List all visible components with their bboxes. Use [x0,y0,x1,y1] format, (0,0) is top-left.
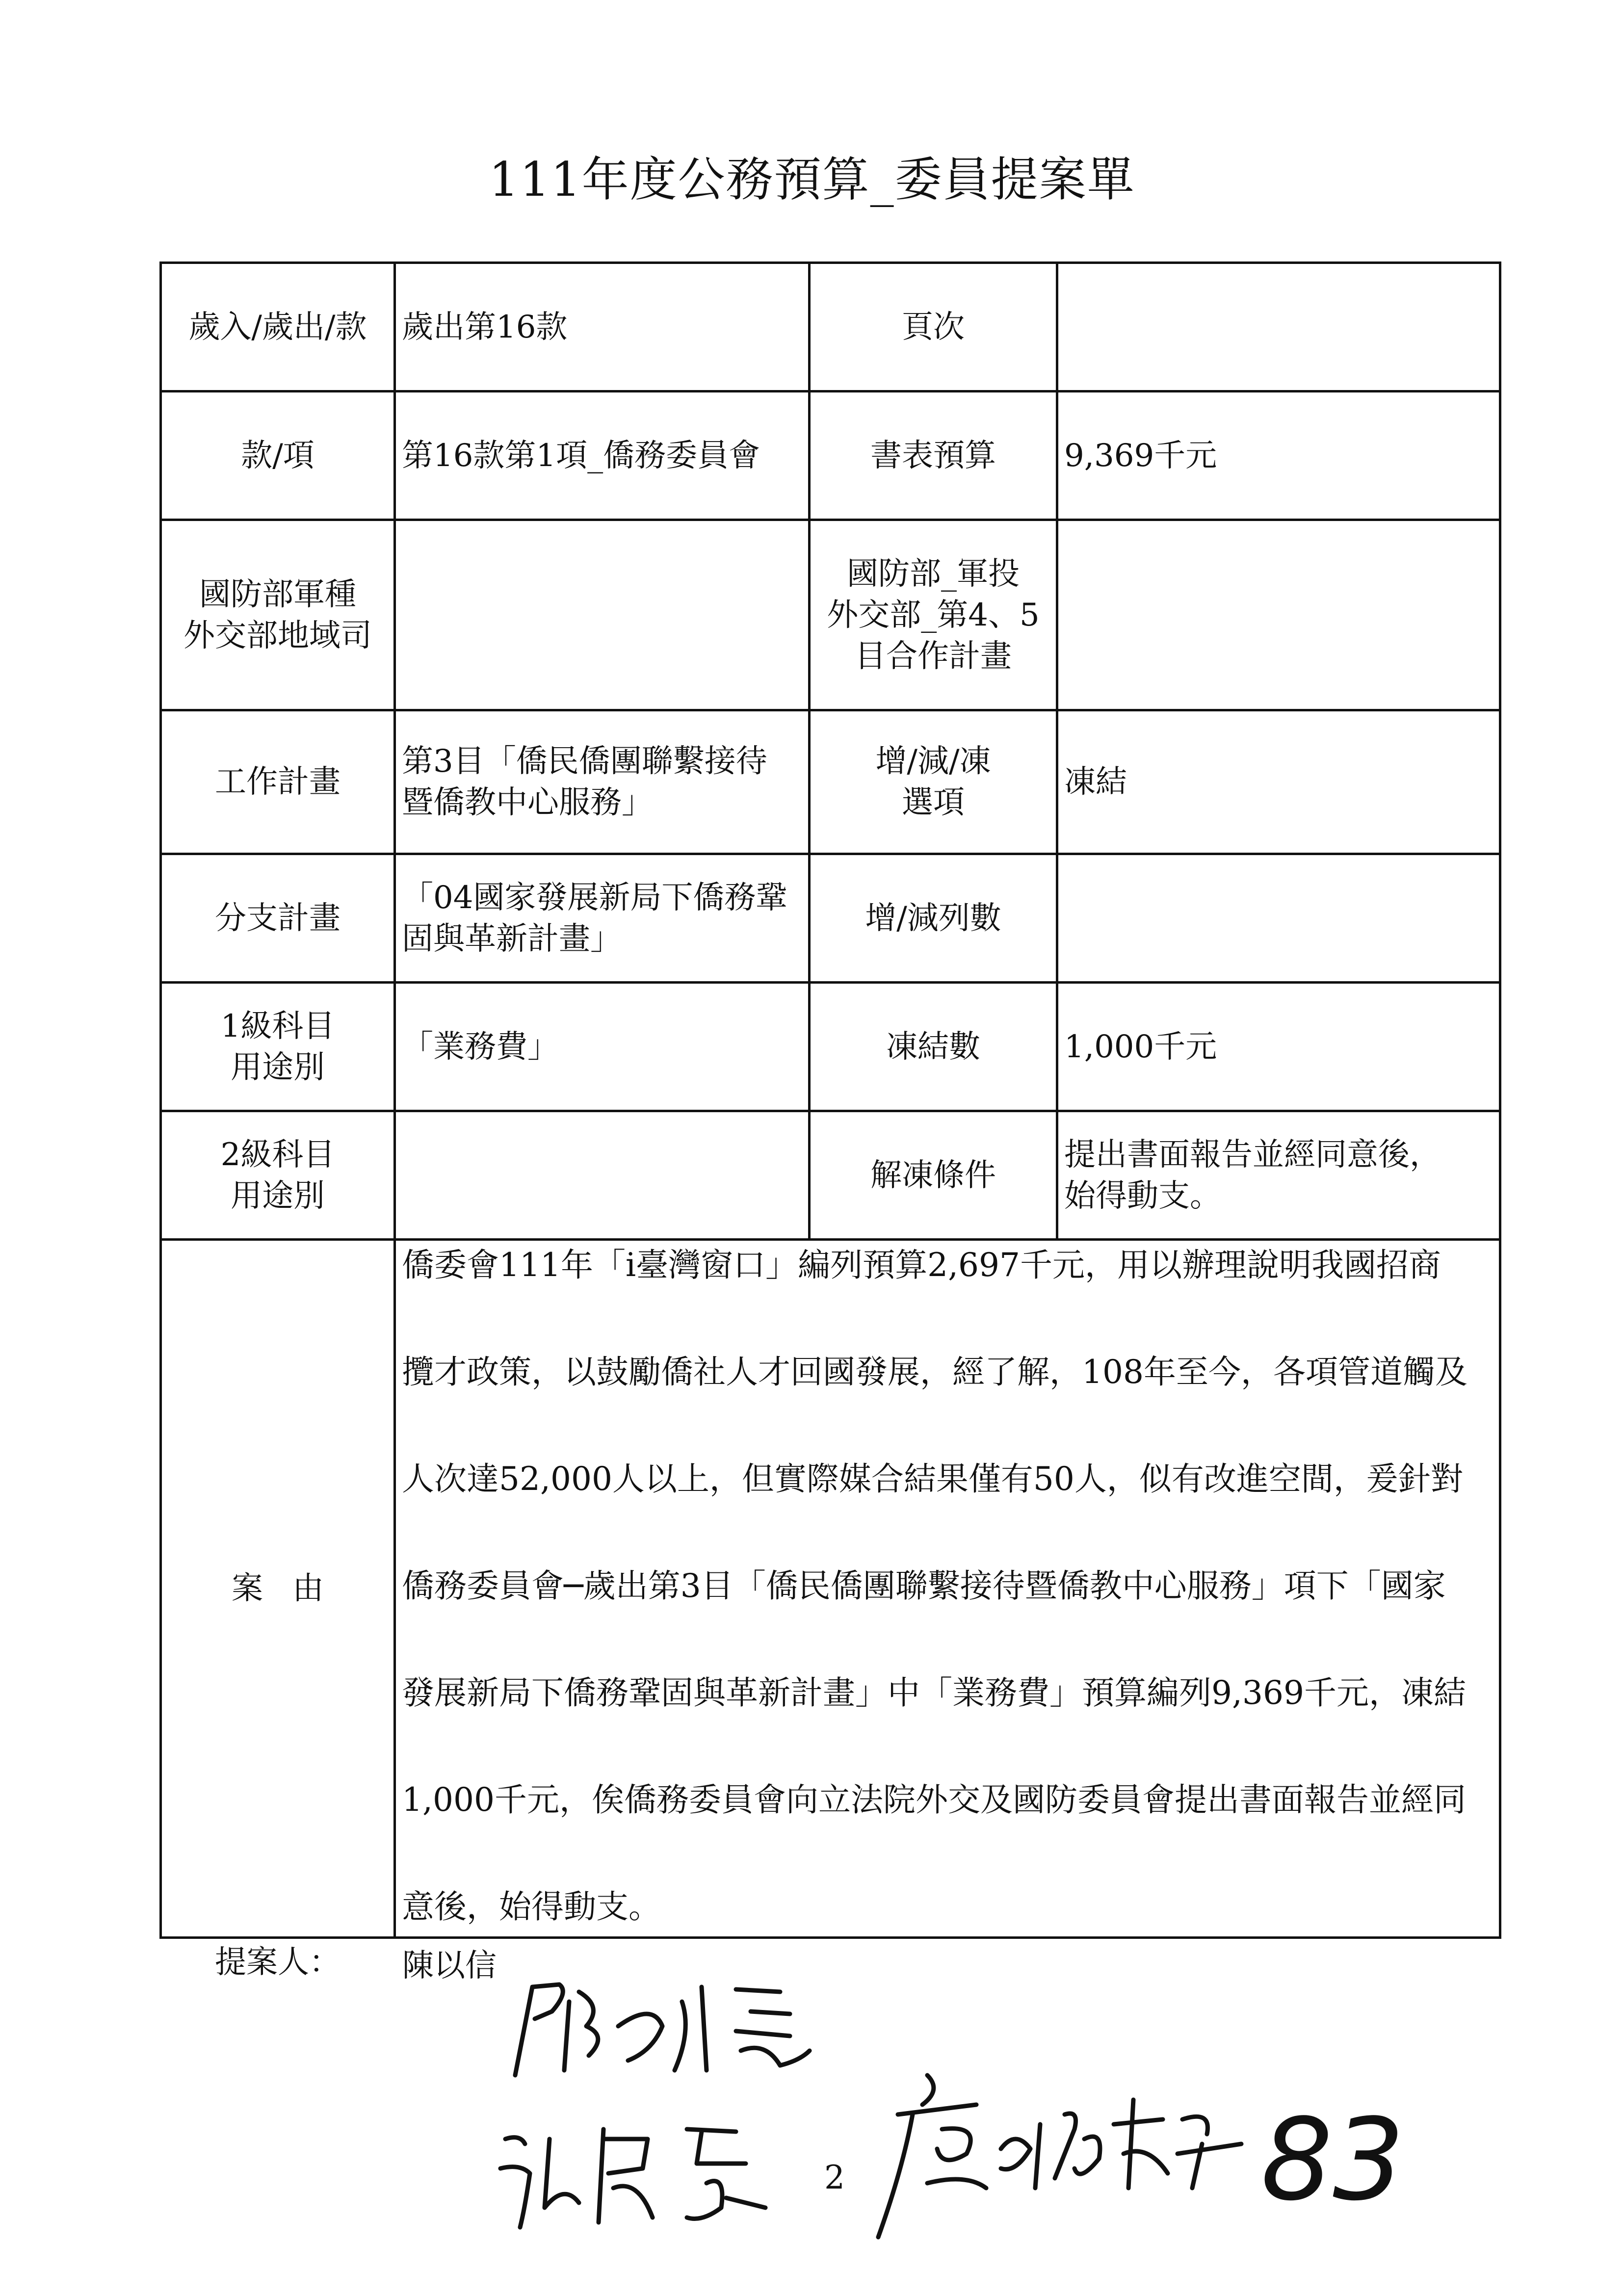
value-reason [395,1240,1500,1938]
reason-line: 僑委會111年「i臺灣窗口」編列預算2,697千元，用以辦理說明我國招商 [402,1246,1441,1284]
label-sub-plan: 分支計畫 [161,854,395,983]
value-level1: 「業務費」 [395,983,810,1111]
label-option-line2: 選項 [902,784,965,821]
value-revenue-expenditure: 歲出第16款 [395,263,810,391]
value-budget: 9,369千元 [1057,391,1500,520]
label-level2-line2: 用途別 [231,1177,325,1214]
row-level2 [161,1111,1500,1240]
value-military-region [395,520,810,710]
reason-line: 發展新局下僑務鞏固與革新計畫」中「業務費」預算編列9,369千元，凍結 [402,1674,1466,1712]
label-military-line1: 國防部軍種 [199,576,356,613]
label-work-plan: 工作計畫 [161,710,395,854]
proposer-label: 提案人： [215,1944,341,1981]
reason-line: 人次達52,000人以上，但實際媒合結果僅有50人，似有改進空間，爰針對 [402,1460,1463,1498]
proposer-name: 陳以信 [402,1948,497,1984]
label-change-amount: 增/減列數 [810,854,1057,983]
label-reason [161,1240,395,1938]
label-coop-line1: 國防部_軍投 [847,555,1020,592]
label-page: 頁次 [810,263,1057,391]
value-unfreeze-condition [1057,1111,1500,1240]
label-option-line1: 增/減/凍 [875,743,991,780]
label-cooperation-plan [810,520,1057,710]
value-work-plan-line1: 第3目「僑民僑團聯繫接待 [402,743,767,780]
signature-3 [868,2070,1271,2247]
label-military-region [161,520,395,710]
row-sub-plan [161,854,1500,983]
label-reason-char1: 案 [232,1570,263,1607]
reason-line: 攬才政策，以鼓勵僑社人才回國發展，經了解，108年至今，各項管道觸及 [402,1353,1467,1391]
value-unfreeze-line1: 提出書面報告並經同意後， [1064,1136,1441,1173]
value-frozen-amount: 1,000千元 [1057,983,1500,1111]
row-military [161,520,1500,710]
label-budget: 書表預算 [810,391,1057,520]
value-work-plan [395,710,810,854]
value-option: 凍結 [1057,710,1500,854]
reason-line: 僑務委員會─歲出第3目「僑民僑團聯繫接待暨僑教中心服務」項下「國家 [402,1567,1446,1605]
proposal-table [159,261,1501,1939]
label-frozen-amount: 凍結數 [810,983,1057,1111]
label-level1-line1: 1級科目 [220,1008,335,1044]
value-work-plan-line2: 暨僑教中心服務」 [402,784,653,821]
row-work-plan [161,710,1500,854]
value-unfreeze-line2: 始得動支。 [1064,1177,1221,1214]
value-level2 [395,1111,810,1240]
form-title: 111年度公務預算_委員提案單 [489,152,1135,207]
signature-1 [505,1972,878,2085]
label-level2-line1: 2級科目 [220,1136,335,1173]
label-option [810,710,1057,854]
value-page [1057,263,1500,391]
reason-line: 意後，始得動支。 [402,1888,661,1926]
row-level1 [161,983,1500,1111]
label-level2 [161,1111,395,1240]
label-unfreeze-condition: 解凍條件 [810,1111,1057,1240]
label-revenue-expenditure: 歲入/歲出/款 [161,263,395,391]
label-level1-line2: 用途別 [231,1049,325,1086]
row-account [161,263,1500,391]
label-military-line2: 外交部地域司 [183,617,372,654]
value-sub-plan [395,854,810,983]
handwritten-page-number: 83 [1261,2095,1405,2226]
label-item: 款/項 [161,391,395,520]
value-sub-plan-line1: 「04國家發展新局下僑務鞏 [402,879,787,916]
value-item: 第16款第1項_僑務委員會 [395,391,810,520]
label-reason-char2: 由 [292,1570,324,1607]
value-sub-plan-line2: 固與革新計畫」 [402,920,622,957]
label-coop-line3: 目合作計畫 [855,638,1012,675]
row-item [161,391,1500,520]
value-cooperation-plan [1057,520,1500,710]
value-change-amount [1057,854,1500,983]
label-coop-line2: 外交部_第4、5 [827,597,1040,633]
label-level1 [161,983,395,1111]
row-reason [161,1240,1500,1938]
page-number: 2 [824,2159,845,2196]
signature-2 [491,2110,824,2237]
reason-line: 1,000千元，俟僑務委員會向立法院外交及國防委員會提出書面報告並經同 [402,1781,1466,1819]
